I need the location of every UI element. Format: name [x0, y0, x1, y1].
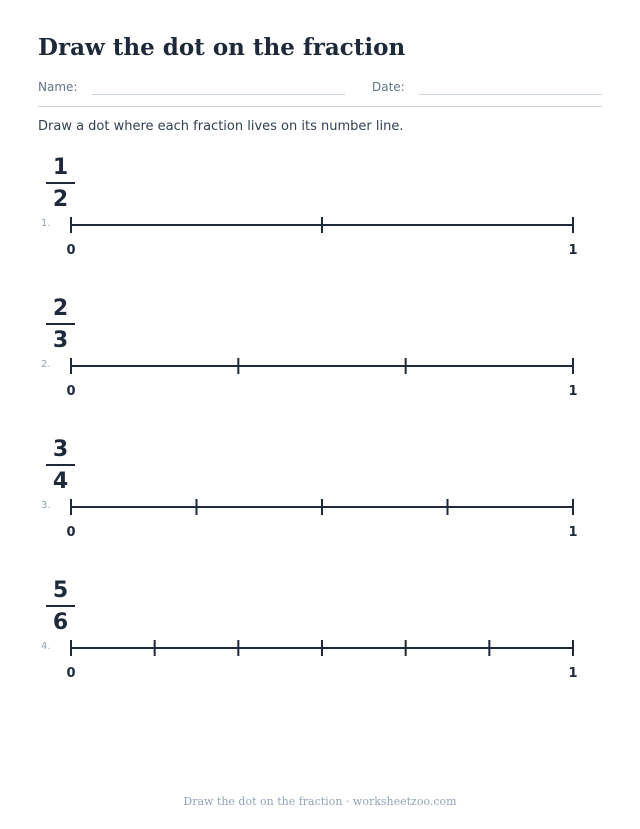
fraction [44, 296, 77, 354]
fraction [44, 578, 77, 636]
start-label: 0 [66, 666, 76, 681]
problem-2 [0, 296, 640, 406]
fraction-bar [46, 464, 75, 466]
problem-1 [0, 155, 640, 265]
number-line[interactable] [0, 350, 640, 382]
number-line[interactable] [0, 209, 640, 241]
fraction [44, 437, 77, 495]
number-line[interactable] [0, 491, 640, 523]
worksheet-title: Draw the dot on the fraction [38, 34, 406, 61]
fraction-bar [46, 323, 75, 325]
fraction-numerator: 1 [52, 155, 69, 180]
end-label: 1 [568, 666, 578, 681]
end-label: 1 [568, 243, 578, 258]
fraction-numerator: 5 [52, 578, 69, 603]
fraction-bar [46, 605, 75, 607]
problem-4 [0, 578, 640, 688]
fraction-denominator: 2 [52, 187, 69, 212]
fraction-denominator: 6 [52, 610, 69, 635]
start-label: 0 [66, 525, 76, 540]
name-label: Name: [38, 80, 78, 94]
end-label: 1 [568, 384, 578, 399]
date-label: Date: [372, 80, 405, 94]
header-divider [38, 106, 602, 107]
start-label: 0 [66, 384, 76, 399]
fraction-numerator: 3 [52, 437, 69, 462]
problem-number: 3. [41, 500, 51, 511]
instructions: Draw a dot where each fraction lives on its number line. [38, 119, 404, 134]
fraction-denominator: 3 [52, 328, 69, 353]
fraction-bar [46, 182, 75, 184]
name-line[interactable] [92, 94, 345, 95]
problem-number: 1. [41, 218, 51, 229]
number-line[interactable] [0, 632, 640, 664]
fraction-denominator: 4 [52, 469, 69, 494]
end-label: 1 [568, 525, 578, 540]
problem-3 [0, 437, 640, 547]
footer: Draw the dot on the fraction · worksheetzoo.com [183, 795, 457, 808]
start-label: 0 [66, 243, 76, 258]
fraction-numerator: 2 [52, 296, 69, 321]
problem-number: 4. [41, 641, 51, 652]
date-line[interactable] [419, 94, 602, 95]
fraction [44, 155, 77, 213]
problem-number: 2. [41, 359, 51, 370]
